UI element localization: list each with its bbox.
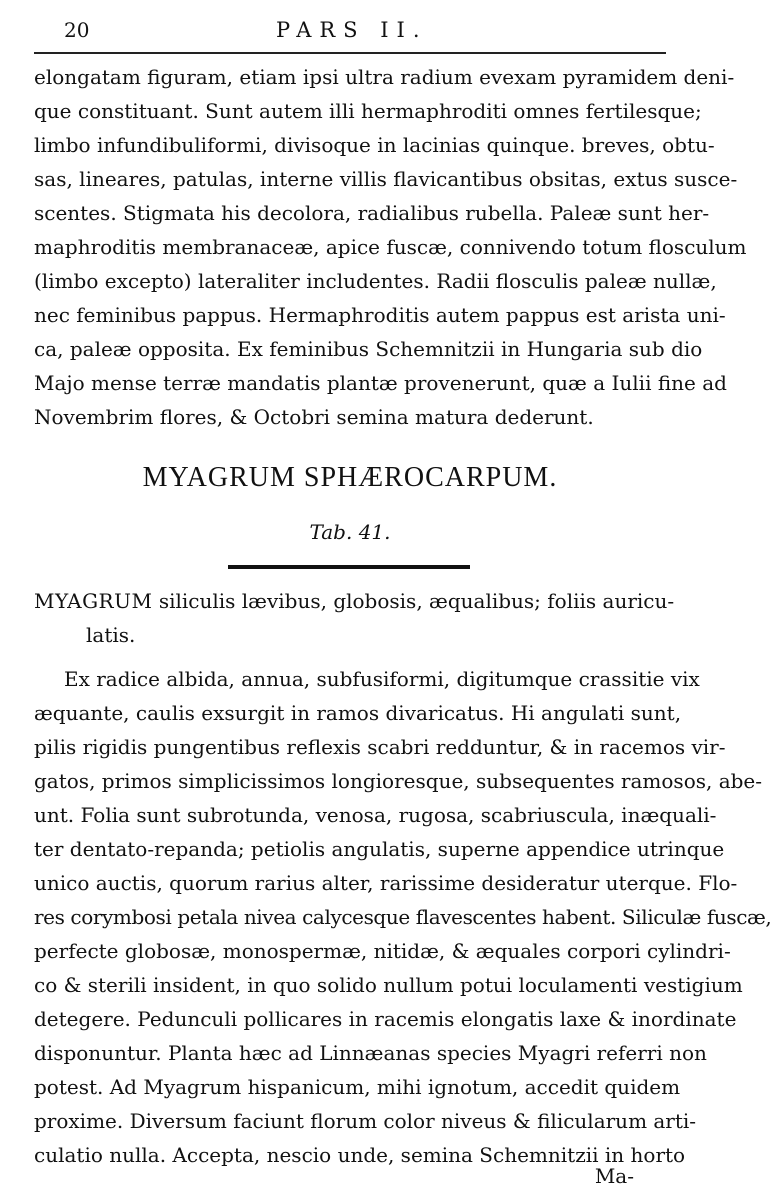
- diagnosis-line: [34, 584, 675, 618]
- section-rule: [228, 565, 470, 569]
- text-line: proxime. Diversum faciunt florum color niveus & filicularum arti-: [34, 1109, 697, 1133]
- text-line: potest. Ad Myagrum hispanicum, mihi ignotum, accedit quidem: [34, 1075, 681, 1099]
- text-line: pilis rigidis pungentibus reflexis scabri redduntur, & in racemos vir-: [34, 735, 726, 759]
- text-line: ter dentato-repanda; petiolis angulatis, superne appendice utrinque: [34, 837, 725, 861]
- text-line: res corymbosi petala nivea calycesque flavescentes habent. Siliculæ fuscæ,: [34, 905, 771, 929]
- text-line: disponuntur. Planta hæc ad Linnæanas species Myagri referri non: [34, 1041, 707, 1065]
- text-line: que constituant. Sunt autem illi hermaphroditi omnes fertilesque;: [34, 99, 702, 123]
- text-line: Novembrim flores, & Octobri semina matura dederunt.: [34, 405, 594, 429]
- text-line: culatio nulla. Accepta, nescio unde, semina Schemnitzii in horto: [34, 1143, 686, 1167]
- text-line: sas, lineares, patulas, interne villis flavicantibus obsitas, extus susce-: [34, 167, 738, 191]
- text-line: Majo mense terræ mandatis plantæ provenerunt, quæ a Iulii fine ad: [34, 371, 727, 395]
- text-line: limbo infundibuliformi, divisoque in lacinias quinque. breves, obtu-: [34, 133, 715, 157]
- text-line: ca, paleæ opposita. Ex feminibus Schemnitzii in Hungaria sub dio: [34, 337, 703, 361]
- diagnosis: [34, 584, 675, 652]
- text-line: (limbo excepto) lateraliter includentes. Radii flosculis paleæ nullæ,: [34, 269, 717, 293]
- catchword: Ma-: [594, 1164, 634, 1188]
- text-line: scentes. Stigmata his decolora, radialibus rubella. Paleæ sunt her-: [34, 201, 710, 225]
- plate-reference: Tab. 41.: [309, 520, 391, 544]
- diagnosis-line: latis.: [86, 623, 136, 647]
- text-line: unt. Folia sunt subrotunda, venosa, rugosa, scabriuscula, inæquali-: [34, 803, 717, 827]
- page-number: 20: [64, 18, 90, 42]
- text-line: nec feminibus pappus. Hermaphroditis autem pappus est arista uni-: [34, 303, 726, 327]
- text-line: unico auctis, quorum rarius alter, rarissime desideratur uterque. Flo-: [34, 871, 738, 895]
- text-line: co & sterili insident, in quo solido nullum potui loculamenti vestigium: [34, 973, 743, 997]
- text-line: elongatam figuram, etiam ipsi ultra radium evexam pyramidem deni-: [34, 65, 735, 89]
- text-line: maphroditis membranaceæ, apice fuscæ, connivendo totum flosculum: [34, 235, 747, 259]
- header-rule: [34, 52, 666, 54]
- description-paragraph: [34, 662, 771, 1172]
- top-paragraph: [34, 60, 747, 434]
- species-heading: MYAGRUM SPHÆROCARPUM.: [142, 462, 558, 493]
- diagnosis-text: siliculis lævibus, globosis, æqualibus; foliis auricu-: [158, 589, 675, 613]
- running-title: PARS II.: [276, 18, 428, 42]
- text-line: perfecte globosæ, monospermæ, nitidæ, & æquales corpori cylindri-: [34, 939, 731, 963]
- text-line: æquante, caulis exsurgit in ramos divaricatus. Hi angulati sunt,: [34, 701, 682, 725]
- text-line: Ex radice albida, annua, subfusiformi, digitumque crassitie vix: [64, 667, 700, 691]
- text-line: detegere. Pedunculi pollicares in racemis elongatis laxe & inordinate: [34, 1007, 737, 1031]
- text-line: gatos, primos simplicissimos longioresque, subsequentes ramosos, abe-: [34, 769, 763, 793]
- diagnosis-genus: MYAGRUM: [34, 589, 153, 613]
